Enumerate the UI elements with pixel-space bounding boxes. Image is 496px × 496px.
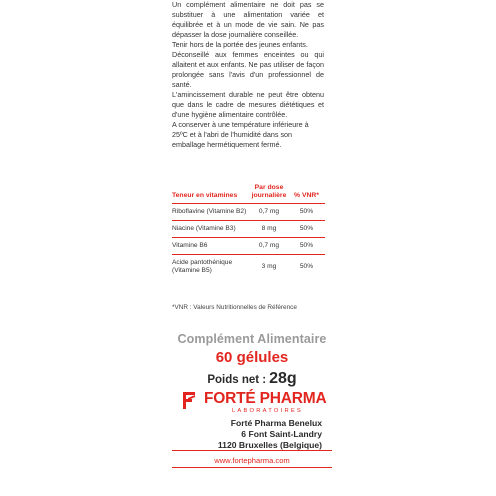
brand-name: FORTÉ PHARMA <box>204 390 327 407</box>
vitamin-name: Acide pantothénique (Vitamine B5) <box>172 255 250 280</box>
paragraph-usage: Un complément alimentaire ne doit pas se substituer à une alimentation variée et équilibrée et à un mode de vie sain. Ne pas dépasser la dose journalière conseillée. <box>172 0 324 39</box>
header-vnr: % VNR* <box>288 182 325 204</box>
table-row <box>172 238 325 255</box>
website-link[interactable]: www.fortepharma.com <box>214 456 290 465</box>
vitamin-name: Riboflavine (Vitamine B2) <box>172 204 250 221</box>
vitamin-vnr: 50% <box>288 221 325 238</box>
product-category: Complément Alimentaire <box>177 332 327 346</box>
brand-subtitle: LABORATOIRES <box>232 408 303 414</box>
header-dose: Par dose journalière <box>250 182 288 204</box>
divider <box>172 467 332 468</box>
address-line: 1120 Bruxelles (Belgique) <box>217 440 322 450</box>
vitamin-dose: 0,7 mg <box>250 204 288 221</box>
paragraph-children: Tenir hors de la portée des jeunes enfants. <box>172 40 308 49</box>
vitamin-vnr: 50% <box>288 238 325 255</box>
brand-logo <box>182 388 332 414</box>
divider <box>172 450 332 451</box>
vitamin-dose: 8 mg <box>250 221 288 238</box>
table-row <box>172 255 325 280</box>
paragraph-pregnancy: Déconseillé aux femmes enceintes ou qui allaitent et aux enfants. Ne pas utiliser de façon prolongée sans l'avis d'un professionnel de santé. <box>172 50 324 89</box>
warning-text <box>172 0 324 150</box>
address-line: 6 Font Saint-Landry <box>241 429 322 439</box>
product-label-panel <box>172 0 332 496</box>
capsule-count: 60 gélules <box>215 349 289 366</box>
vitamin-dose: 0,7 mg <box>250 238 288 255</box>
company-address <box>172 418 332 451</box>
net-weight-value: 28g <box>269 370 297 387</box>
vitamin-vnr: 50% <box>288 255 325 280</box>
table-row <box>172 221 325 238</box>
net-weight <box>174 370 330 388</box>
vnr-footnote: *VNR : Valeurs Nutritionnelles de Référence <box>172 304 297 311</box>
vitamin-name: Niacine (Vitamine B3) <box>172 221 250 238</box>
paragraph-storage: A conserver à une température inférieure à 25ºC et à l'abri de l'humidité dans son emballage hermétiquement fermé. <box>172 120 309 149</box>
brand-mark-icon <box>182 390 204 412</box>
net-weight-label: Poids net : <box>207 374 267 386</box>
vitamin-dose: 3 mg <box>250 255 288 280</box>
table-row <box>172 204 325 221</box>
paragraph-slimming: L'amincissement durable ne peut être obtenu que dans le cadre de mesures diététiques et d'une hygiène alimentaire contrôlée. <box>172 90 324 119</box>
address-line: Forté Pharma Benelux <box>230 418 322 428</box>
vitamin-name: Vitamine B6 <box>172 238 250 255</box>
vitamin-table <box>172 182 325 279</box>
vitamin-vnr: 50% <box>288 204 325 221</box>
header-vitamins: Teneur en vitamines <box>172 182 250 204</box>
table-header-row <box>172 182 325 204</box>
